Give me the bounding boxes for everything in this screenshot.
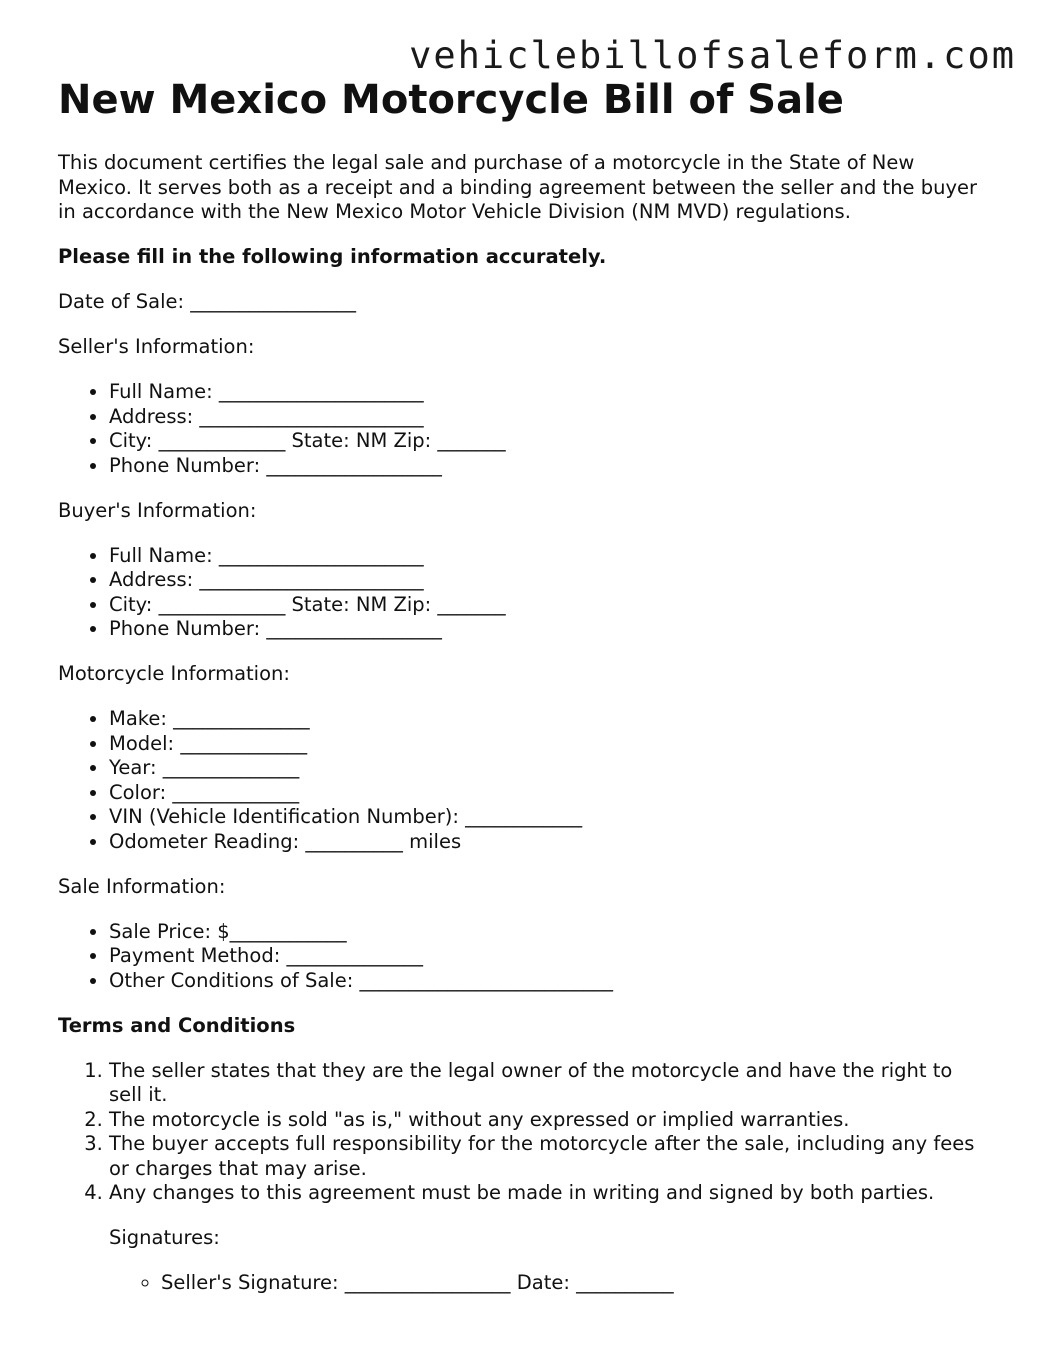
seller-phone-field: • Phone Number: __________________ <box>109 454 988 479</box>
date-of-sale-field: Date of Sale: _________________ <box>58 290 357 313</box>
buyer-info-list <box>58 544 988 642</box>
motorcycle-section-heading: Motorcycle Information: <box>58 662 290 685</box>
motorcycle-color-field: • Color: _____________ <box>109 781 988 806</box>
payment-method-field: • Payment Method: ______________ <box>109 944 988 969</box>
term-item: 3. The buyer accepts full responsibility for the motorcycle after the sale, including any fees or charges that may arise. <box>109 1132 988 1181</box>
buyer-address-field: • Address: _______________________ <box>109 568 988 593</box>
buyer-full-name-field: • Full Name: _____________________ <box>109 544 988 569</box>
motorcycle-odometer-field: • Odometer Reading: __________ miles <box>109 830 988 855</box>
seller-signature-field: ◦ Seller's Signature: _________________ Date: __________ <box>161 1271 988 1296</box>
terms-heading: Terms and Conditions <box>58 1013 296 1037</box>
seller-address-field: • Address: _______________________ <box>109 405 988 430</box>
seller-city-state-zip-field: • City: _____________ State: NM Zip: _______ <box>109 429 988 454</box>
term-item-text: 4. Any changes to this agreement must be made in writing and signed by both parties. <box>109 1181 935 1204</box>
motorcycle-make-field: • Make: ______________ <box>109 707 988 732</box>
document-page <box>58 76 988 1296</box>
intro-paragraph: This document certifies the legal sale and purchase of a motorcycle in the State of New Mexico. It serves both as a receipt and a binding agreement between the seller and the buyer in accordance with the New Mexico Motor Vehicle Division (NM MVD) regulations. <box>58 151 978 223</box>
seller-info-list <box>58 380 988 478</box>
motorcycle-vin-field: • VIN (Vehicle Identification Number): ____________ <box>109 805 988 830</box>
other-conditions-field: • Other Conditions of Sale: __________________________ <box>109 969 988 994</box>
terms-list <box>58 1059 988 1296</box>
instruction-text: Please fill in the following information accurately. <box>58 245 607 268</box>
buyer-city-state-zip-field: • City: _____________ State: NM Zip: _______ <box>109 593 988 618</box>
signatures-heading: Signatures: <box>109 1226 220 1249</box>
buyer-phone-field: • Phone Number: __________________ <box>109 617 988 642</box>
watermark-text: vehiclebillofsaleform.com <box>409 34 1016 77</box>
page-title: New Mexico Motorcycle Bill of Sale <box>58 77 844 123</box>
term-item: 1. The seller states that they are the legal owner of the motorcycle and have the right to sell it. <box>109 1059 988 1108</box>
seller-full-name-field: • Full Name: _____________________ <box>109 380 988 405</box>
motorcycle-year-field: • Year: ______________ <box>109 756 988 781</box>
motorcycle-info-list <box>58 707 988 854</box>
sale-price-field: • Sale Price: $____________ <box>109 920 988 945</box>
term-item: 2. The motorcycle is sold "as is," without any expressed or implied warranties. <box>109 1108 988 1133</box>
motorcycle-model-field: • Model: _____________ <box>109 732 988 757</box>
sale-info-list <box>58 920 988 994</box>
seller-section-heading: Seller's Information: <box>58 335 255 358</box>
signatures-list <box>109 1271 988 1296</box>
sale-section-heading: Sale Information: <box>58 874 226 898</box>
term-item <box>109 1181 988 1296</box>
buyer-section-heading: Buyer's Information: <box>58 498 257 522</box>
